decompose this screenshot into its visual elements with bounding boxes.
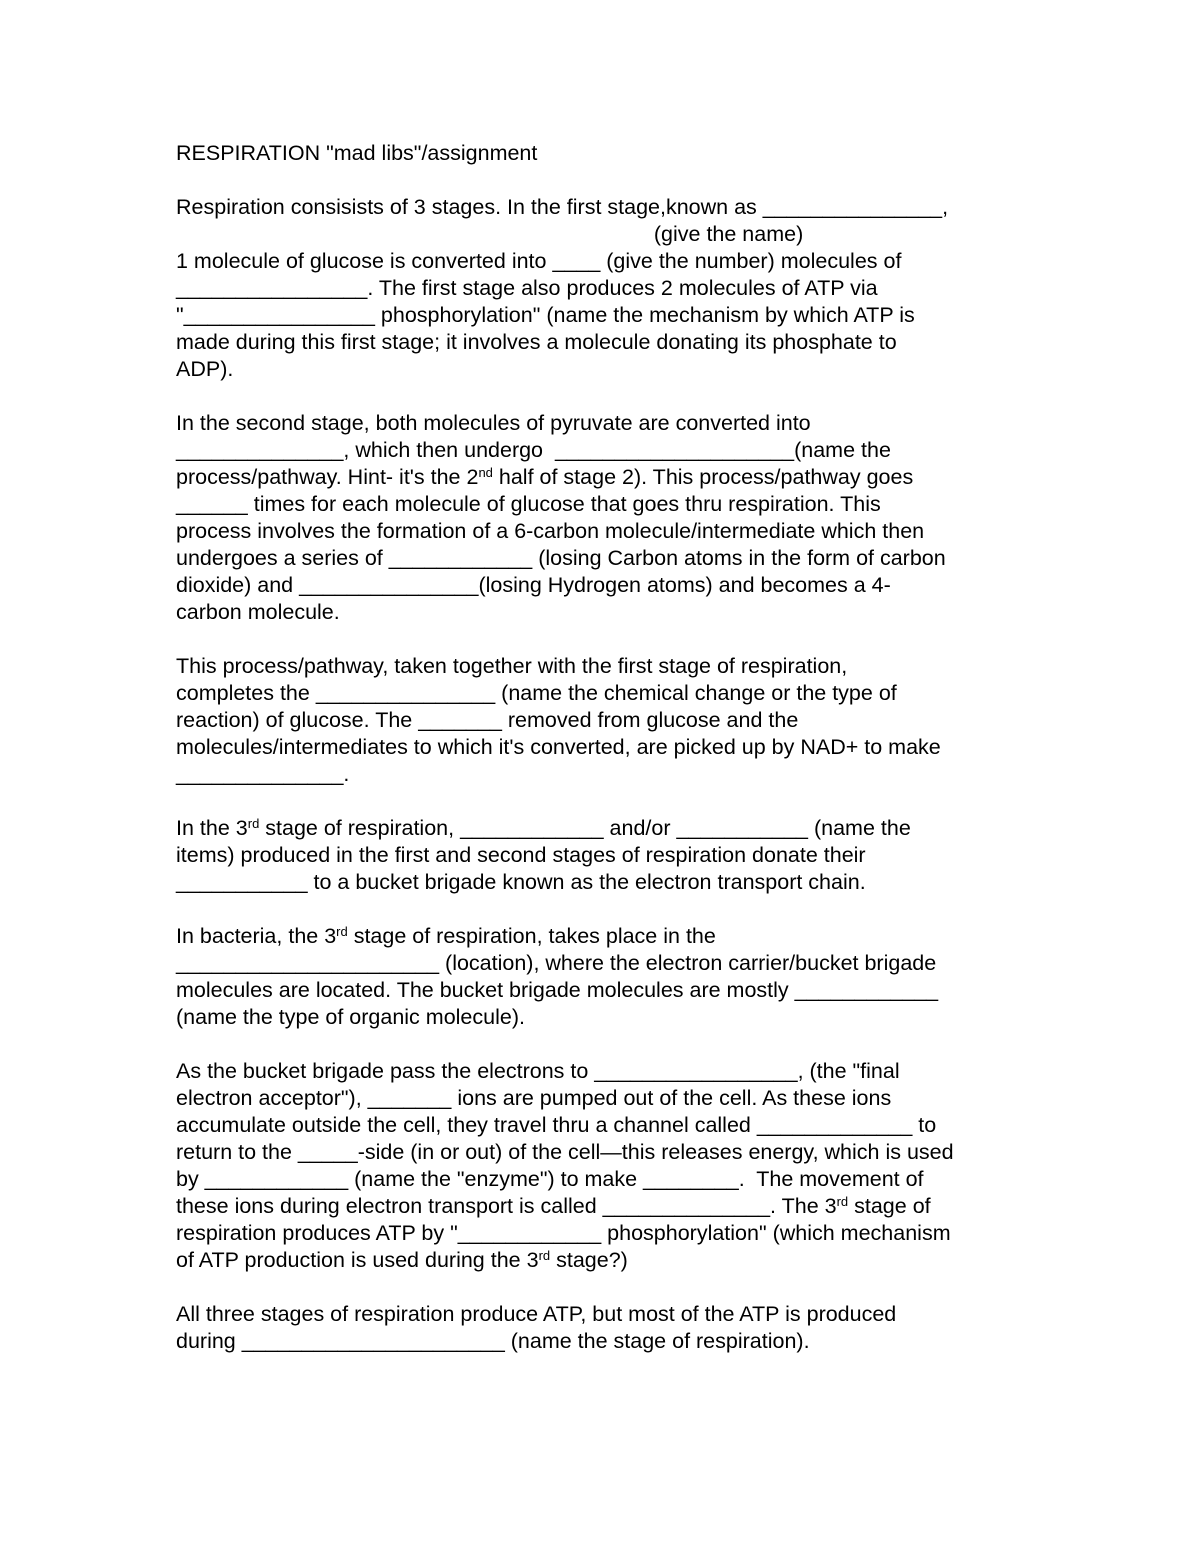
text-run: In the second stage, both molecules of pyruvate are converted into xyxy=(176,411,811,435)
paragraph-line xyxy=(176,1193,1036,1220)
text-run: dioxide) and _______________(losing Hydrogen atoms) and becomes a 4- xyxy=(176,573,891,597)
superscript: rd xyxy=(538,1248,551,1263)
paragraph-line xyxy=(176,977,1036,1004)
paragraph-line xyxy=(176,248,1036,275)
superscript: rd xyxy=(836,1194,849,1209)
text-run: (name the type of organic molecule). xyxy=(176,1005,525,1029)
text-run: half of stage 2). This process/pathway goes xyxy=(492,465,914,489)
text-run: stage of respiration, takes place in the xyxy=(347,924,716,948)
text-run: items) produced in the first and second stages of respiration donate their xyxy=(176,843,866,867)
text-run: of ATP production is used during the 3 xyxy=(176,1248,539,1272)
paragraph-line xyxy=(176,221,1036,248)
text-run: All three stages of respiration produce ATP, but most of the ATP is produced xyxy=(176,1302,897,1326)
paragraph-line xyxy=(176,545,1036,572)
paragraph-line xyxy=(176,842,1036,869)
text-run: ______________________ (location), where the electron carrier/bucket brigade xyxy=(176,951,937,975)
paragraph-line xyxy=(176,1112,1036,1139)
text-run: molecules are located. The bucket brigade molecules are mostly ____________ xyxy=(176,978,939,1002)
text-run: reaction) of glucose. The _______ removed from glucose and the xyxy=(176,708,799,732)
text-run: electron acceptor"), _______ ions are pumped out of the cell. As these ions xyxy=(176,1086,892,1110)
paragraph-line xyxy=(176,950,1036,977)
text-run: accumulate outside the cell, they travel thru a channel called _____________ to xyxy=(176,1113,937,1137)
paragraph-line xyxy=(176,329,1036,356)
superscript: rd xyxy=(336,924,348,939)
text-run: "________________ phosphorylation" (name the mechanism by which ATP is xyxy=(176,303,915,327)
text-run: 1 molecule of glucose is converted into ____ (give the number) molecules of xyxy=(176,249,902,273)
text-run: ________________. The first stage also produces 2 molecules of ATP via xyxy=(176,276,878,300)
paragraph-spacer xyxy=(176,167,1036,194)
paragraph-line xyxy=(176,194,1036,221)
paragraph-line xyxy=(176,1139,1036,1166)
text-run: molecules/intermediates to which it's converted, are picked up by NAD+ to make xyxy=(176,735,941,759)
text-run: during ______________________ (name the stage of respiration). xyxy=(176,1329,810,1353)
paragraph-spacer xyxy=(176,383,1036,410)
text-run: respiration produces ATP by "____________ phosphorylation" (which mechanism xyxy=(176,1221,951,1245)
paragraph-2 xyxy=(176,410,1036,626)
paragraph-line xyxy=(176,653,1036,680)
paragraph-line xyxy=(176,707,1036,734)
paragraph-spacer xyxy=(176,788,1036,815)
paragraph-spacer xyxy=(176,626,1036,653)
text-run: completes the _______________ (name the chemical change or the type of xyxy=(176,681,897,705)
text-run: process involves the formation of a 6-carbon molecule/intermediate which then xyxy=(176,519,925,543)
text-run: ______ times for each molecule of glucose that goes thru respiration. This xyxy=(176,492,881,516)
text-run: these ions during electron transport is called ______________. The 3 xyxy=(176,1194,837,1218)
text-run: process/pathway. Hint- it's the 2 xyxy=(176,465,479,489)
text-run: ______________. xyxy=(176,762,350,786)
paragraph-line xyxy=(176,356,1036,383)
paragraph-6 xyxy=(176,1058,1036,1274)
text-run: undergoes a series of ____________ (losing Carbon atoms in the form of carbon xyxy=(176,546,946,570)
paragraph-line xyxy=(176,761,1036,788)
superscript: rd xyxy=(247,816,260,831)
text-run: ______________, which then undergo ____________________(name the xyxy=(176,438,891,462)
text-run: stage of respiration, ____________ and/or ___________ (name the xyxy=(259,816,911,840)
text-run: As the bucket brigade pass the electrons to _________________, (the "final xyxy=(176,1059,900,1083)
text-run: ADP). xyxy=(176,357,234,381)
document-title: RESPIRATION "mad libs"/assignment xyxy=(176,141,538,165)
paragraph-line xyxy=(176,464,1036,491)
paragraph-4 xyxy=(176,815,1036,896)
paragraph-line xyxy=(176,1220,1036,1247)
paragraph-line xyxy=(176,491,1036,518)
paragraph-line xyxy=(176,1328,1036,1355)
text-run: This process/pathway, taken together with the first stage of respiration, xyxy=(176,654,848,678)
paragraph-line xyxy=(176,518,1036,545)
paragraph-line xyxy=(176,869,1036,896)
paragraph-line xyxy=(176,1085,1036,1112)
paragraph-line xyxy=(176,734,1036,761)
paragraph-line xyxy=(176,1301,1036,1328)
superscript: nd xyxy=(478,465,493,480)
paragraph-line xyxy=(176,275,1036,302)
paragraph-line xyxy=(176,1058,1036,1085)
paragraph-line xyxy=(176,572,1036,599)
text-run: (give the name) xyxy=(176,222,804,246)
paragraph-line xyxy=(176,923,1036,950)
text-run: return to the _____-side (in or out) of the cell—this releases energy, which is used xyxy=(176,1140,954,1164)
paragraph-3 xyxy=(176,653,1036,788)
text-run: stage of xyxy=(848,1194,931,1218)
text-run: by ____________ (name the "enzyme") to make ________. The movement of xyxy=(176,1167,924,1191)
paragraph-line xyxy=(176,1247,1036,1274)
text-run: stage?) xyxy=(550,1248,628,1272)
text-run: Respiration consisists of 3 stages. In the first stage,known as _______________, xyxy=(176,195,949,219)
text-run: ___________ to a bucket brigade known as the electron transport chain. xyxy=(176,870,866,894)
paragraph-spacer xyxy=(176,1031,1036,1058)
paragraph-7 xyxy=(176,1301,1036,1355)
text-run: In bacteria, the 3 xyxy=(176,924,337,948)
paragraph-spacer xyxy=(176,896,1036,923)
text-run: made during this first stage; it involves a molecule donating its phosphate to xyxy=(176,330,897,354)
text-run: In the 3 xyxy=(176,816,248,840)
text-run: carbon molecule. xyxy=(176,600,340,624)
paragraph-5 xyxy=(176,923,1036,1031)
paragraph-line xyxy=(176,437,1036,464)
paragraph-spacer xyxy=(176,1274,1036,1301)
paragraph-line xyxy=(176,815,1036,842)
paragraph-line xyxy=(176,1004,1036,1031)
paragraph-line xyxy=(176,599,1036,626)
paragraph-line xyxy=(176,680,1036,707)
paragraph-1 xyxy=(176,194,1036,383)
paragraph-line xyxy=(176,1166,1036,1193)
paragraph-line xyxy=(176,302,1036,329)
paragraph-line xyxy=(176,410,1036,437)
document-body xyxy=(176,140,1036,1355)
